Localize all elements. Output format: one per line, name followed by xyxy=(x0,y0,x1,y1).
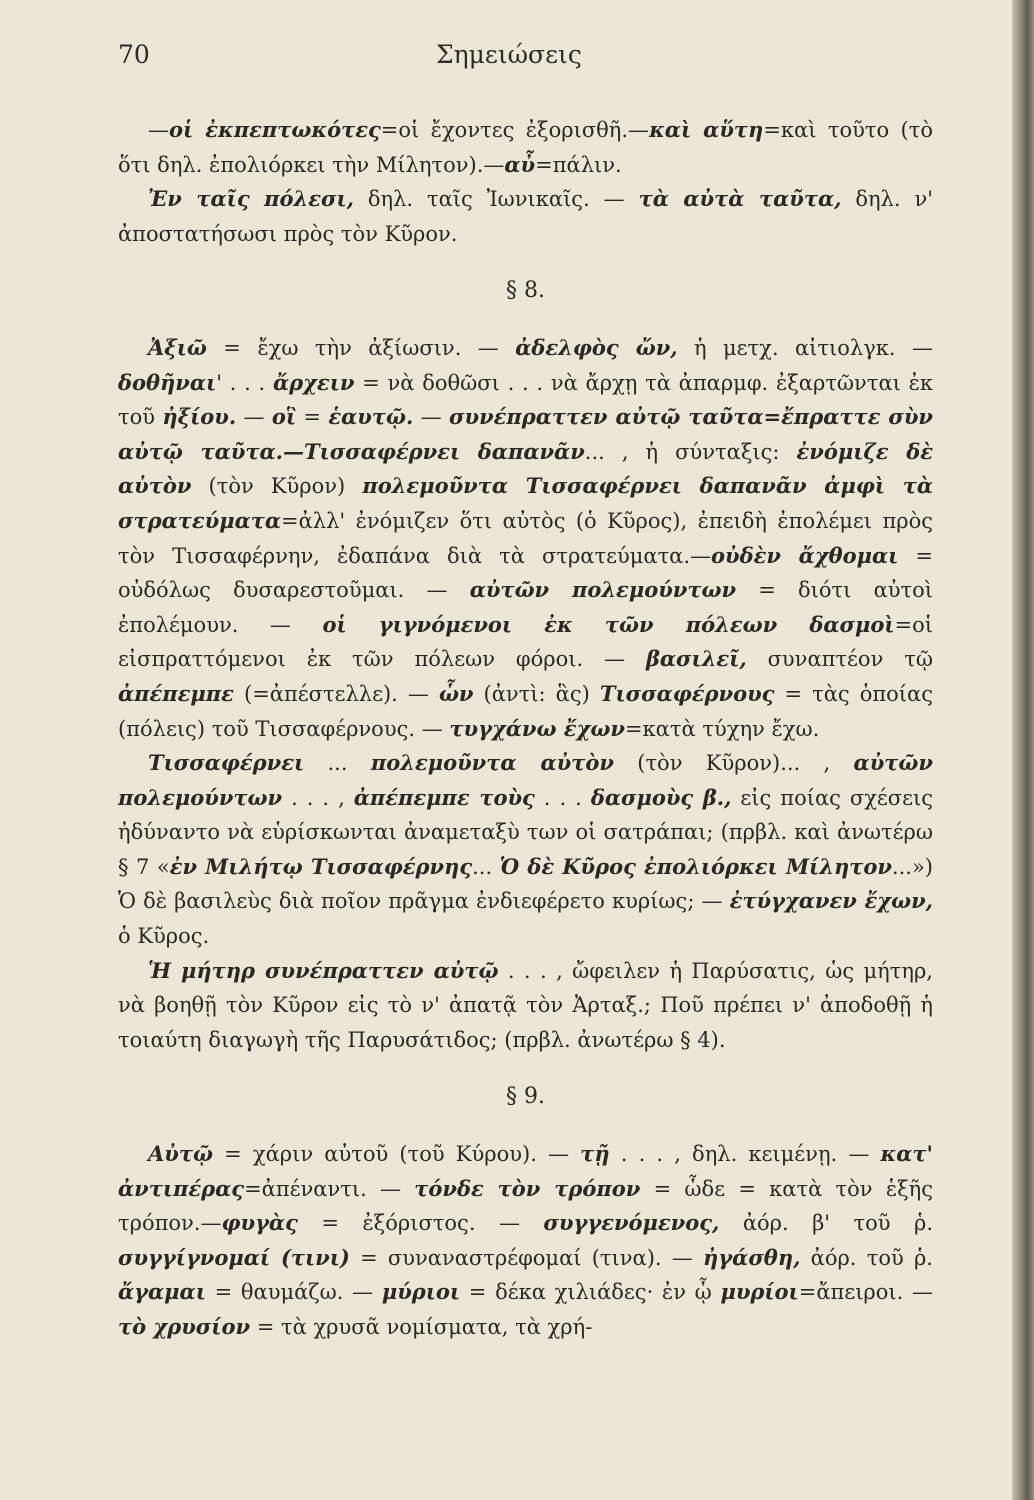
lemma: μυρίοι xyxy=(720,1279,799,1305)
gloss-text: ...») Ὁ δὲ βασιλεὺς διὰ ποῖον πρᾶγμα ἐνδιεφέρετο κυρίως; — xyxy=(118,854,933,914)
gloss-text: ἀόρ. τοῦ ῥ. xyxy=(800,1245,933,1270)
note-paragraph xyxy=(118,746,933,954)
lemma: ἄγαμαι xyxy=(118,1279,206,1305)
lemma: Ἀξιῶ xyxy=(148,334,207,360)
gloss-text: (τὸν Κῦρον) xyxy=(191,474,363,499)
lemma: συνέπραττεν αὐτῷ ταῦτα=ἔπραττε σὺν αὐτῷ ταῦτα.—Τισσαφέρνει δαπανᾶν xyxy=(118,404,933,464)
gloss-text: . . . , ὤφειλεν ἡ Παρύσατις, ὡς μήτηρ, νὰ βοηθῇ τὸν Κῦρον εἰς τὸ ν' ἀπατᾷ τὸν Ἀρταξ.; Ποῦ πρέπει ν' ἀποδοθῇ ἡ τοιαύτη διαγωγὴ τῆς Παρυσάτιδος; (πρβλ. ἀνωτέρω § 4). xyxy=(118,958,933,1052)
lemma: καὶ αὕτη xyxy=(649,117,764,142)
lemma: οἱ γιγνόμενοι ἐκ τῶν πόλεων δασμοὶ xyxy=(322,611,895,637)
lemma: ἐτύγχανεν ἔχων, xyxy=(729,888,933,914)
gloss-text: . . . , δηλ. κειμένῃ. — xyxy=(609,1142,881,1167)
gloss-text: =οἱ ἔχοντες ἐξορισθῆ.— xyxy=(380,118,650,142)
lemma: τὰ αὐτὰ ταῦτα, xyxy=(638,186,842,212)
lemma: Ἡ μήτηρ συνέπραττεν αὐτῷ xyxy=(148,957,499,983)
gloss-text: = τὰ χρυσᾶ νομίσματα, τὰ χρή- xyxy=(250,1315,593,1339)
lemma: ἠγάσθη, xyxy=(703,1244,801,1270)
lemma: ἀδελφὸς ὤν, xyxy=(515,334,678,360)
gloss-text: =ἄπειροι. — xyxy=(798,1280,934,1305)
gloss-text: = ἔχω τὴν ἀξίωσιν. — xyxy=(206,335,516,360)
gloss-text: εἰς ποίας σχέσεις ἠδύναντο νὰ εὑρίσκωνται ἀναμεταξὺ των οἱ σατράπαι; (πρβλ. καὶ ἀνωτέρω § 7 « xyxy=(118,785,934,879)
gloss-text: — xyxy=(413,405,450,430)
gloss-text: = νὰ δοθῶσι . . . νὰ ἄρχῃ τὰ ἀπαρμφ. ἐξαρτῶνται ἐκ τοῦ xyxy=(118,370,933,430)
note-paragraph xyxy=(118,1137,933,1345)
lemma: ἐν Μιλήτῳ Τισσαφέρνης xyxy=(169,853,473,879)
gloss-text: — xyxy=(236,405,272,430)
gloss-text: =ἀπέναντι. — xyxy=(244,1176,415,1201)
lemma: φυγὰς xyxy=(221,1210,298,1236)
notes-section-9 xyxy=(118,1137,933,1345)
gloss-text: = θαυμάζω. — xyxy=(205,1280,382,1305)
gloss-text: =κατὰ τύχην ἔχω. xyxy=(624,716,820,741)
lemma: Ὁ δὲ Κῦρος ἐπολιόρκει Μίλητον xyxy=(499,853,892,879)
notes-intro xyxy=(118,113,933,251)
gloss-text: ἀόρ. β' τοῦ ῥ. xyxy=(719,1211,933,1236)
section-heading-9: § 9. xyxy=(506,1084,545,1110)
gloss-text: =πάλιν. xyxy=(535,152,622,177)
page-number: 70 xyxy=(118,40,150,69)
lemma: ὧν xyxy=(438,680,474,706)
page-edge xyxy=(1012,0,1034,1500)
lemma: ἑαυτῷ. xyxy=(328,404,414,430)
gloss-text: συναπτέον τῷ xyxy=(746,647,933,672)
lemma: πολεμοῦντα αὐτὸν xyxy=(370,750,614,776)
gloss-text: (τὸν Κῦρον)... , xyxy=(613,751,854,776)
gloss-text: = ἐξόριστος. — xyxy=(297,1211,544,1236)
lemma: οὐδὲν ἄχθομαι xyxy=(711,542,899,568)
gloss-text: = χάριν αὐτοῦ (τοῦ Κύρου). — xyxy=(213,1142,581,1167)
gloss-text: = συναναστρέφομαί (τινα). — xyxy=(349,1245,704,1270)
lemma: τὸ χρυσίον xyxy=(118,1314,251,1339)
running-head xyxy=(118,40,918,80)
lemma: συγγίγνομαί (τινι) xyxy=(118,1244,350,1270)
lemma: οἱ ἐκπεπτωκότες xyxy=(169,117,381,142)
lemma: τόνδε τὸν τρόπον xyxy=(414,1175,641,1201)
lemma: Αὐτῷ xyxy=(148,1141,213,1167)
note-paragraph xyxy=(118,182,933,251)
gloss-text: = δέκα χιλιάδες· ἐν ᾧ xyxy=(460,1280,721,1305)
gloss-text: . . . xyxy=(534,785,591,810)
lemma: ἠξίου. xyxy=(162,404,237,430)
gloss-text: (ἀντὶ: ἃς) xyxy=(473,681,600,706)
lemma: συγγενόμενος, xyxy=(543,1210,720,1236)
notes-section-8 xyxy=(118,331,933,1057)
gloss-text: — xyxy=(148,118,169,142)
running-title: Σημειώσεις xyxy=(436,40,582,69)
lemma: πολεμοῦντα Τισσαφέρνει δαπανᾶν ἀμφὶ τὰ στρατεύματα xyxy=(118,473,933,533)
lemma: κατ' ἀντιπέρας xyxy=(118,1141,933,1201)
lemma: βασιλεῖ, xyxy=(645,646,747,672)
gloss-text: ... xyxy=(304,751,371,776)
lemma: μύριοι xyxy=(381,1279,461,1305)
gloss-text: ... , ἡ σύνταξις: xyxy=(584,439,797,464)
lemma: αὐτῶν πολεμούντων xyxy=(469,577,737,603)
lemma: δοθῆναι xyxy=(118,369,217,395)
lemma: ἀπέπεμπε τοὺς xyxy=(353,784,535,810)
gloss-text: ἡ μετχ. αἰτιολγκ. — xyxy=(677,335,933,360)
gloss-text: = τὰς ὁποίας (πόλεις) τοῦ Τισσαφέρνους. — xyxy=(118,681,933,741)
section-heading-8: § 8. xyxy=(506,278,545,304)
lemma: ἀπέπεμπε xyxy=(118,680,234,706)
body-text xyxy=(118,113,933,1345)
lemma: Ἐν ταῖς πόλεσι, xyxy=(148,186,354,212)
gloss-text: =ἀλλ' ἐνόμιζεν ὅτι αὐτὸς (ὁ Κῦρος), ἐπειδὴ ἐπολέμει πρὸς τὸν Τισσαφέρνην, ἐδαπάνα διὰ τὰ στρατεύματα.— xyxy=(118,508,933,568)
gloss-text: = οὐδόλως δυσαρεστοῦμαι. — xyxy=(118,543,933,603)
gloss-text: = xyxy=(296,405,329,430)
gloss-text: ὁ Κῦρος. xyxy=(118,924,210,949)
note-paragraph xyxy=(118,331,933,746)
gloss-text: (=ἀπέστελλε). — xyxy=(233,681,439,706)
gloss-text: . . . , xyxy=(282,785,354,810)
lemma: αὐτῶν πολεμούντων xyxy=(118,750,933,810)
lemma: Τισσαφέρνους xyxy=(599,680,775,706)
gloss-text: = διότι αὐτοὶ ἐπολέμουν. — xyxy=(118,578,934,637)
lemma: ἐνόμιζε δὲ αὐτὸν xyxy=(118,438,933,499)
note-paragraph xyxy=(118,954,933,1058)
gloss-text: = ὧδε = κατὰ τὸν ἑξῆς τρόπον.— xyxy=(118,1176,933,1236)
gloss-text: =οἱ εἰσπραττόμενοι ἐκ τῶν πόλεων φόροι. — xyxy=(118,612,933,672)
lemma: ἄρχειν xyxy=(272,369,355,395)
note-paragraph xyxy=(118,113,933,182)
gloss-text: δηλ. ν' ἀποστατήσωσι πρὸς τὸν Κῦρον. xyxy=(118,187,933,246)
lemma: τυγχάνω ἔχων xyxy=(449,715,625,741)
gloss-text: ' . . . xyxy=(216,370,273,395)
gloss-text: =καὶ τοῦτο (τὸ ὅτι δηλ. ἐπολιόρκει τὴν Μίλητον).— xyxy=(118,118,934,177)
lemma: αὖ xyxy=(504,151,536,177)
lemma: Τισσαφέρνει xyxy=(148,750,305,776)
lemma: δασμοὺς β., xyxy=(590,784,732,810)
gloss-text: δηλ. ταῖς Ἰωνικαῖς. — xyxy=(353,187,639,212)
gloss-text: ... xyxy=(472,854,500,879)
lemma: τῇ xyxy=(580,1141,610,1167)
lemma: οἳ xyxy=(271,404,297,430)
